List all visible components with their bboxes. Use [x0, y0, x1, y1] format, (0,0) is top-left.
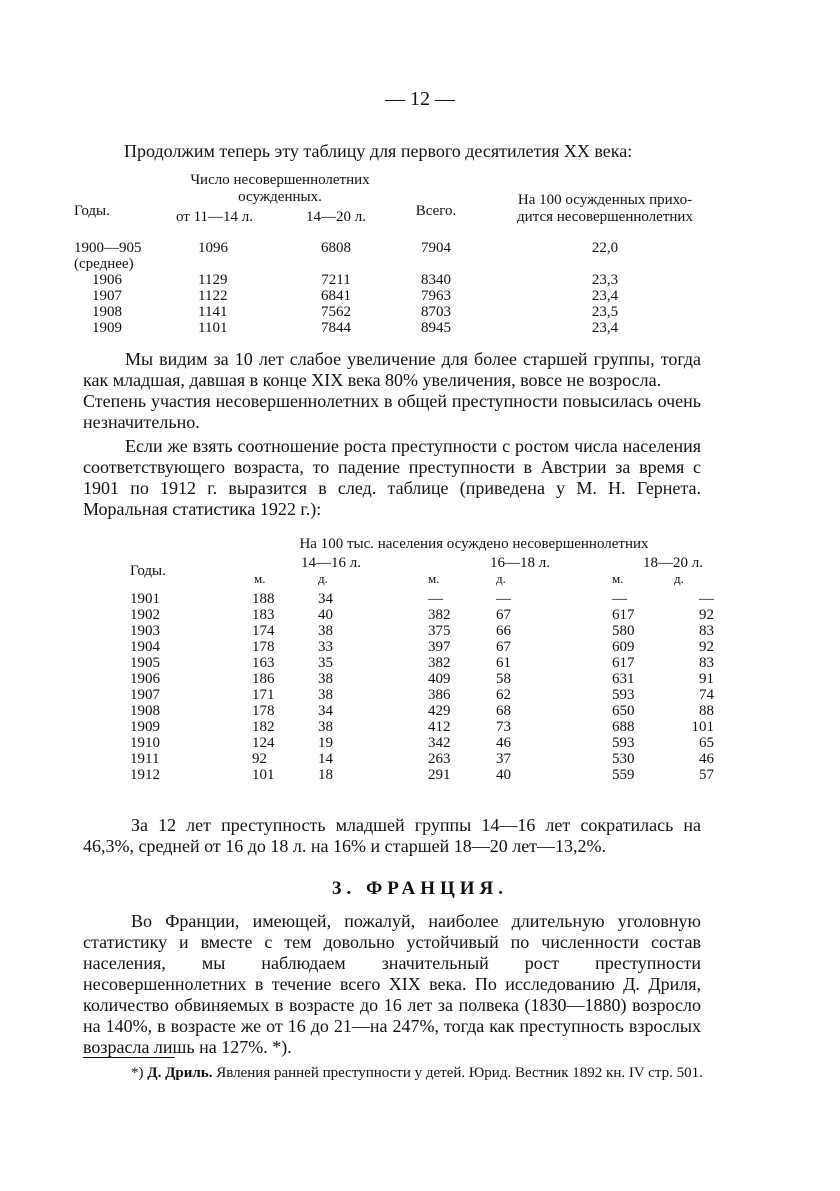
table-row: 1907 171 38 386 62 593 74 — [130, 687, 714, 703]
footnote — [83, 1064, 708, 1082]
table2-group-14-16: 14—16 л. — [301, 555, 361, 571]
table1-col-11-14: от 11—14 л. — [176, 209, 254, 225]
intro-paragraph: Продолжим теперь эту таблицу для первого десятилетия XX века: — [124, 141, 633, 161]
table-row: 1906 186 38 409 58 631 91 — [130, 671, 714, 687]
table1-col-per100-line2: дится несовершеннолетних — [517, 209, 693, 225]
table-austria-1901-1912 — [130, 536, 714, 783]
table2-m: м. — [612, 571, 624, 586]
table2-m: м. — [428, 571, 440, 586]
footnote-divider — [83, 1057, 175, 1058]
table1-col-total: Всего. — [415, 202, 457, 219]
table1-col-per100-line1: На 100 осужденных прихо- — [517, 192, 693, 208]
table-row: 1901 188 34 — — — — — [130, 591, 714, 607]
table1-col-minors-line1: Число несовершеннолетних — [190, 172, 370, 188]
table-row: 1903 174 38 375 66 580 83 — [130, 623, 714, 639]
table1-col-14-20: 14—20 л. — [306, 209, 366, 225]
table-row: 1900—905 1096 6808 7904 22,0 — [74, 240, 619, 256]
table-row: 1908 1141 7562 8703 23,5 — [92, 304, 619, 320]
footnote-author: Д. Дриль. — [147, 1065, 213, 1081]
section-title: 3. ФРАНЦИЯ. — [331, 878, 509, 899]
table2-m: м. — [254, 571, 266, 586]
table-minors-1900-1909 — [74, 172, 724, 336]
page-number: — 12 — — [385, 88, 455, 110]
table-row: 1912 101 18 291 40 559 57 — [130, 767, 714, 783]
table1-col-minors-line2: осужденных. — [238, 189, 322, 205]
table2-group-16-18: 16—18 л. — [490, 555, 550, 571]
table2-group-18-20: 18—20 л. — [643, 555, 703, 571]
table-row: 1902 183 40 382 67 617 92 — [130, 607, 714, 623]
table-row: 1906 1129 7211 8340 23,3 — [92, 272, 619, 288]
table-row: 1910 124 19 342 46 593 65 — [130, 735, 714, 751]
paragraph-comparison-overprint: Степень участия несовершеннолетних в общей преступности повысилась очень незначительно. — [83, 391, 701, 432]
table2-d: д. — [318, 571, 328, 586]
table-row: 1907 1122 6841 7963 23,4 — [92, 288, 619, 304]
table2-d: д. — [496, 571, 506, 586]
table-row: 1911 92 14 263 37 530 46 — [130, 751, 714, 767]
table1-col-years: Годы. — [74, 202, 110, 219]
table2-col-years: Годы. — [130, 563, 166, 579]
table2-header: На 100 тыс. населения осуждено несовершеннолетних — [299, 536, 649, 552]
table-row: 1905 163 35 382 61 617 83 — [130, 655, 714, 671]
footnote-text: Явления ранней преступности у детей. Юрид. Вестник 1892 кн. IV стр. 501. — [216, 1065, 703, 1081]
table-row: (среднее) — [74, 256, 134, 272]
paragraph-population: Если же взять соотношение роста преступности с ростом числа населения соответствующего возраста, то падение преступности в Австрии за время с 1901 по 1912 г. выразится в след. таблице (приведена у М. Н. Гернета. Моральная статистика 1922 г.): — [83, 436, 701, 519]
table-row: 1904 178 33 397 67 609 92 — [130, 639, 714, 655]
table-row: 1908 178 34 429 68 650 88 — [130, 703, 714, 719]
paragraph-comparison — [83, 349, 701, 433]
table-row: 1909 1101 7844 8945 23,4 — [92, 320, 619, 336]
footnote-mark: *) — [131, 1065, 144, 1081]
table-row: 1909 182 38 412 73 688 101 — [130, 719, 714, 735]
table2-d: д. — [674, 571, 684, 586]
paragraph-comparison-text: Мы видим за 10 лет слабое увеличение для более старшей группы, тогда как младшая, давшая в конце XIX века 80% увеличения, вовсе не возросла. — [83, 349, 701, 390]
paragraph-summary: За 12 лет преступность младшей группы 14—16 лет сократилась на 46,3%, средней от 16 до 18 л. на 16% и старшей 18—20 лет—13,2%. — [83, 815, 701, 856]
paragraph-france: Во Франции, имеющей, пожалуй, наиболее длительную уголовную статистику и вместе с тем довольно устойчивый по численности состав населения, мы наблюдаем значительный рост преступности несовершеннолетних в течение всего XIX века. По исследованию Д. Дриля, количество обвиняемых в возрасте до 16 лет за полвека (1830—1880) возросло на 140%, в возрасте же от 16 до 21—на 247%, тогда как преступность взрослых возрасла лишь на 127%. *). — [83, 911, 701, 1057]
